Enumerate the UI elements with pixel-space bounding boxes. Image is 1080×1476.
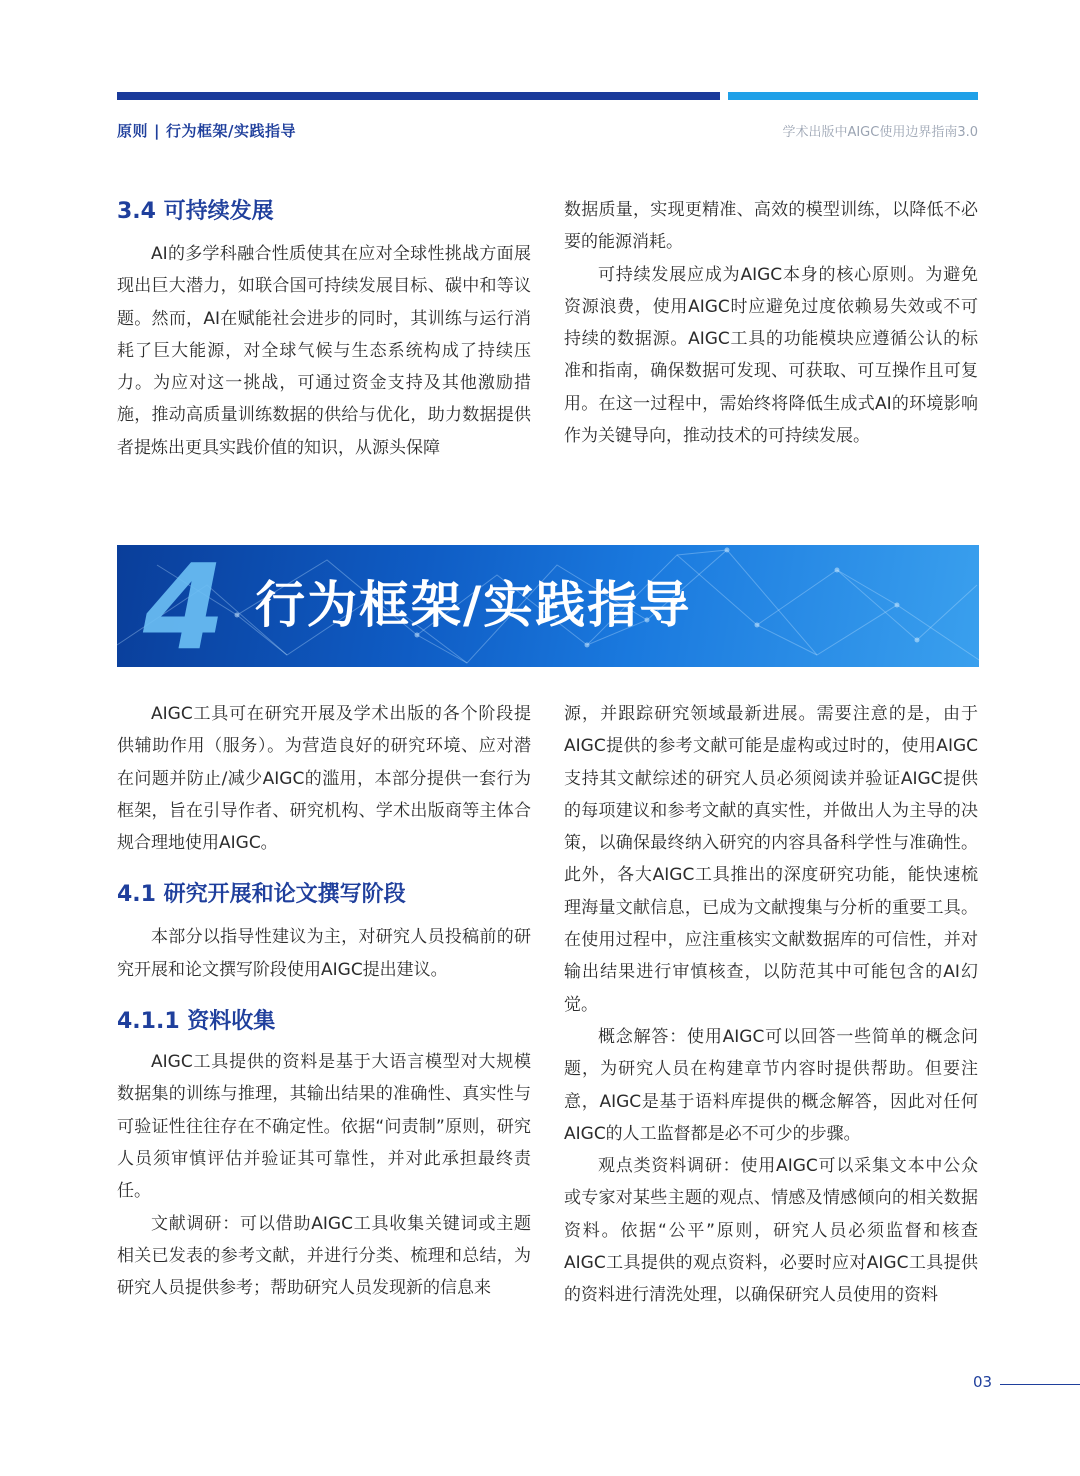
header-part1: 原则 [117, 122, 149, 140]
section-3-4-paragraph-continued: 数据质量，实现更精准、高效的模型训练，以降低不必要的能源消耗。 [564, 200, 978, 253]
literature-research-paragraph: 文献调研：可以借助AIGC工具收集关键词或主题相关已发表的参考文献，并进行分类、梳理和总结，为研究人员提供参考；帮助研究人员发现新的信息来 [117, 1213, 531, 1299]
top-left-column [117, 196, 531, 464]
literature-research-paragraph-continued: 源，并跟踪研究领域最新进展。需要注意的是，由于AIGC提供的参考文献可能是虚构或过时的，使用AIGC支持其文献综述的研究人员必须阅读并验证AIGC提供的每项建议和参考文献的真实性，并做出人为主导的决策，以确保最终纳入研究的内容具备科学性与准确性。此外，各大AIGC工具推出的深度研究功能，能快速梳理海量文献信息，已成为文献搜集与分析的重要工具。在使用过程中，应注重核实文献数据库的可信性，并对输出结果进行审慎核查，以防范其中可能包含的AI幻觉。 [564, 704, 978, 1015]
section-3-4-paragraph-2: 可持续发展应成为AIGC本身的核心原则。为避免资源浪费，使用AIGC时应避免过度依赖易失效或不可持续的数据源。AIGC工具的功能模块应遵循公认的标准和指南，确保数据可发现、可获取、可互操作且可复用。在这一过程中，需始终将降低生成式AI的环境影响作为关键导向，推动技术的可持续发展。 [564, 264, 978, 447]
running-header-right: 学术出版中AIGC使用边界指南3.0 [782, 125, 978, 140]
header-bar-dark [117, 92, 720, 100]
section-4-1-heading: 4.1 研究开展和论文撰写阶段 [117, 882, 406, 908]
running-header-left [117, 120, 296, 141]
bottom-left-column [117, 698, 531, 1304]
chapter-title: 行为框架/实践指导 [255, 576, 692, 634]
chapter-banner [117, 545, 979, 667]
section-3-4-heading: 3.4 可持续发展 [117, 199, 274, 224]
chapter-number: 4 [143, 545, 226, 667]
page-number: 03 [973, 1373, 993, 1391]
top-right-column [564, 194, 978, 452]
header-part2: 行为框架/实践指导 [166, 122, 296, 140]
section-3-4-paragraph: AI的多学科融合性质使其在应对全球性挑战方面展现出巨大潜力，如联合国可持续发展目标、碳中和等议题。然而，AI在赋能社会进步的同时，其训练与运行消耗了巨大能源，对全球气候与生态系统构成了持续压力。为应对这一挑战，可通过资金支持及其他激励措施，推动高质量训练数据的供给与优化，助力数据提供者提炼出更具实践价值的知识，从源头保障 [117, 244, 531, 458]
bottom-right-column [564, 698, 978, 1312]
header-bar-light [728, 92, 978, 100]
section-4-1-paragraph: 本部分以指导性建议为主，对研究人员投稿前的研究开展和论文撰写阶段使用AIGC提出建议。 [117, 927, 531, 980]
opinion-research-paragraph: 观点类资料调研：使用AIGC可以采集文本中公众或专家对某些主题的观点、情感及情感倾向的相关数据资料。依据“公平”原则，研究人员必须监督和核查AIGC工具提供的观点资料，必要时应对AIGC工具提供的资料进行清洗处理，以确保研究人员使用的资料 [564, 1156, 978, 1306]
page-number-rule [1000, 1384, 1080, 1385]
section-4-1-1-heading: 4.1.1 资料收集 [117, 1009, 276, 1035]
concept-answer-paragraph: 概念解答：使用AIGC可以回答一些简单的概念问题，为研究人员在构建章节内容时提供帮助。但要注意，AIGC是基于语料库提供的概念解答，因此对任何AIGC的人工监督都是必不可少的步骤。 [564, 1026, 978, 1144]
chapter-4-intro: AIGC工具可在研究开展及学术出版的各个阶段提供辅助作用（服务）。为营造良好的研究环境、应对潜在问题并防止/减少AIGC的滥用，本部分提供一套行为框架，旨在引导作者、研究机构、学术出版商等主体合规合理地使用AIGC。 [117, 704, 531, 854]
header-separator: | [154, 122, 160, 140]
section-4-1-1-paragraph: AIGC工具提供的资料是基于大语言模型对大规模数据集的训练与推理，其输出结果的准确性、真实性与可验证性往往存在不确定性。依据“问责制”原则，研究人员须审慎评估并验证其可靠性，并对此承担最终责任。 [117, 1052, 531, 1202]
